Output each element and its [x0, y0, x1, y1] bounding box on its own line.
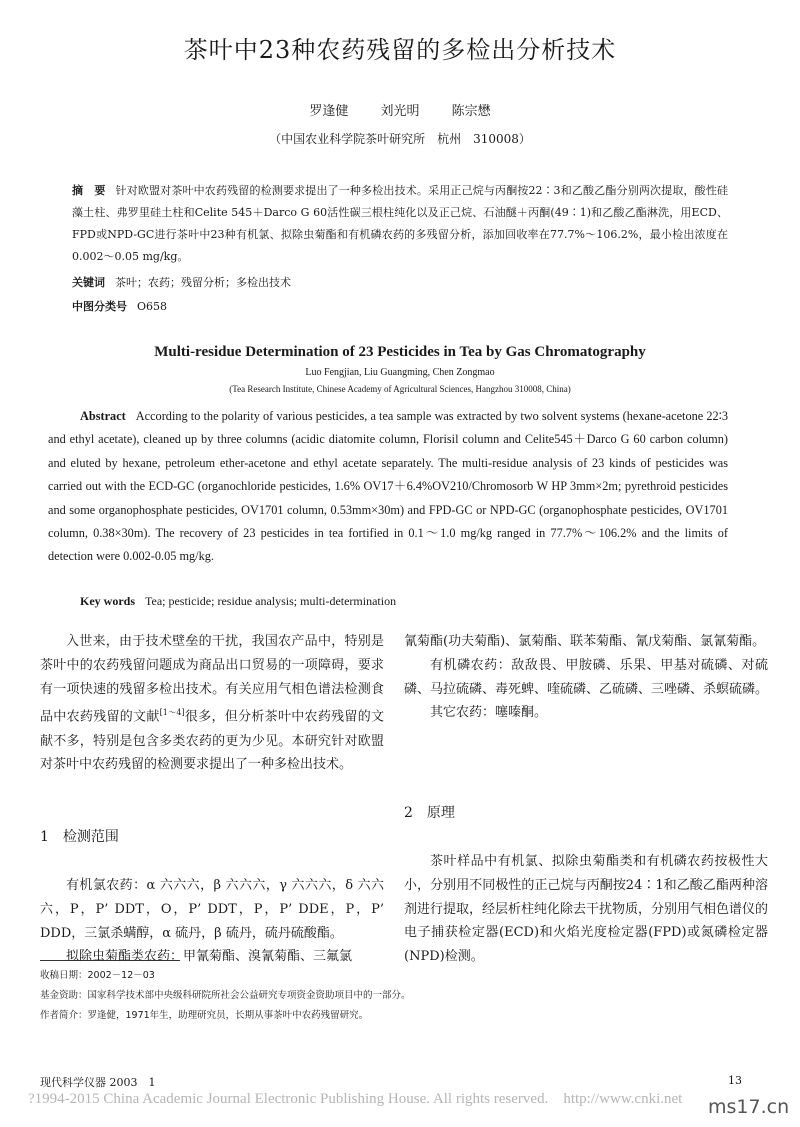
footnote-author: 作者简介：罗逢健，1971年生，助理研究员，长期从事茶叶中农药残留研究。 [40, 1010, 369, 1021]
section2-body [404, 850, 768, 969]
section1-continued [404, 630, 768, 725]
abstract-cn-label: 摘 要 [72, 184, 106, 197]
affiliation-en: (Tea Research Institute, Chinese Academy of Agricultural Sciences, Hangzhou 310008, China) [229, 384, 571, 394]
authors-en: Luo Fengjian, Liu Guangming, Chen Zongmao [305, 367, 495, 378]
section1-body [40, 874, 384, 969]
keywords-en [80, 594, 396, 609]
affiliation-cn: （中国农业科学院茶叶研究所 杭州 310008） [269, 132, 531, 146]
keywords-cn-label: 关键词 [72, 276, 105, 289]
section1-heading: 1 检测范围 [40, 829, 119, 845]
footnote-funding: 基金资助：国家科学技术部中央级科研院所社会公益研究专项资金资助项目中的一部分。 [40, 990, 411, 1001]
keywords-cn [72, 272, 728, 294]
section1-organochlorine: 有机氯农药：α 六六六，β 六六六，γ 六六六，δ 六六六，P，P’ DDT，O，P’ DDT，P，P’ DDE，P，P’ DDD，三氯杀螨醇，α 硫丹，β 硫丹，硫丹硫酸酯。 [40, 878, 384, 941]
abstract-en-label: Abstract [80, 409, 126, 423]
section2-principle: 茶叶样品中有机氯、拟除虫菊酯类和有机磷农药按极性大小，分别用不同极性的正己烷与丙酮按24∶1和乙酸乙酯两种溶剂进行提取，经层析柱纯化除去干扰物质，分别用气相色谱仪的电子捕获检定器(ECD)和火焰光度检定器(FPD)或氮磷检定器(NPD)检测。 [404, 854, 769, 965]
author-cn-2: 刘光明 [380, 104, 420, 119]
title-cn: 茶叶中23种农药残留的多检出分析技术 [183, 36, 617, 64]
author-cn-1: 罗逢健 [309, 104, 349, 119]
section1-other: 其它农药：噻嗪酮。 [430, 705, 548, 721]
section1-organophosphate: 有机磷农药：敌敌畏、甲胺磷、乐果、甲基对硫磷、对硫磷、马拉硫磷、毒死蜱、喹硫磷、乙硫磷、三唑磷、杀螟硫磷。 [404, 657, 769, 697]
keywords-en-text: Tea; pesticide; residue analysis; multi-determination [145, 594, 397, 608]
section2-heading: 2 原理 [404, 805, 455, 821]
intro-text-after: 很多，但分析茶叶中农药残留的文献不多，特别是包含多类农药的更为少见。本研究针对欧盟对茶叶中农药残留的检测要求提出了一种多检出技术。 [40, 709, 384, 773]
intro-reference: [1～4] [159, 708, 185, 718]
classification-cn-text: O658 [137, 300, 168, 313]
title-en: Multi-residue Determination of 23 Pesticides in Tea by Gas Chromatography [154, 344, 646, 360]
abstract-cn-text: 针对欧盟对茶叶中农药残留的检测要求提出了一种多检出技术。采用正己烷与丙酮按22∶3和乙酸乙酯分别两次提取，酸性硅藻土柱、弗罗里硅土柱和Celite 545＋Darco G 60活性碳三根柱纯化以及正己烷、石油醚＋丙酮(49∶1)和乙酸乙酯淋洗，用ECD、FPD或NPD-GC进行茶叶中23种有机氯、拟除虫菊酯和有机磷农药的多残留分析，添加回收率在77.7%～106.2%，最小检出浓度在0.002～0.05 mg/kg。 [72, 184, 729, 263]
footnote-rule [40, 960, 180, 961]
section1-pyrethroid-start: 拟除虫菊酯类农药：甲氰菊酯、溴氰菊酯、三氟氯 [66, 949, 353, 965]
intro-text-before: 入世来，由于技术壁垒的干扰，我国农产品中，特别是茶叶中的农药残留问题成为商品出口贸易的一项障碍，要求有一项快速的残留多检出技术。有关应用气相色谱法检测食品中农药残留的文献 [40, 634, 384, 725]
keywords-cn-text: 茶叶；农药；残留分析；多检出技术 [115, 276, 291, 289]
footer-page-number: 13 [728, 1074, 742, 1087]
classification-cn [72, 296, 728, 318]
footnote-received: 收稿日期：2002－12－03 [40, 970, 155, 981]
authors-cn [0, 100, 800, 119]
abstract-en-text: According to the polarity of various pesticides, a tea sample was extracted by two solvent systems (hexane-acetone 22∶3 and ethyl acetate), cleaned up by three columns (acidic diatomite column, Florisil column and Celite545＋Darco G 60 carbon column) and eluted by hexane, petroleum ether-acetone and ethyl acetate separately. The multi-residue analysis of 23 kinds of pesticides was carried out with the ECD-GC (organochloride pesticides, 1.6% OV17＋6.4%OV210/Chromosorb W HP 3mm×2m; pyrethroid pesticides and some organophosphate pesticides, OV1701 column, 0.53mm×30m) and FPD-GC or NPD-GC (organophosphate pesticides, OV1701 column, 0.38×30m). The recovery of 23 pesticides in tea fortified in 0.1～1.0 mg/kg ranged in 77.7%～106.2% and the limits of detection were 0.002-0.05 mg/kg. [48, 409, 728, 564]
footnotes [40, 966, 740, 1026]
classification-cn-label: 中图分类号 [72, 300, 127, 313]
section1-pyrethroid-end: 氰菊酯(功夫菊酯)、氯菊酯、联苯菊酯、氰戊菊酯、氯氰菊酯。 [404, 634, 766, 649]
abstract-en [48, 405, 728, 569]
abstract-cn [72, 180, 728, 268]
copyright-line: ?1994-2015 China Academic Journal Electronic Publishing House. All rights reserved. http://www.cnki.net [28, 1091, 683, 1107]
footer-journal: 现代科学仪器 2003 1 [40, 1076, 156, 1089]
keywords-en-label: Key words [80, 594, 135, 608]
watermark: ms17.cn [708, 1096, 790, 1118]
author-cn-3: 陈宗懋 [451, 104, 491, 119]
intro-paragraph [40, 630, 384, 777]
